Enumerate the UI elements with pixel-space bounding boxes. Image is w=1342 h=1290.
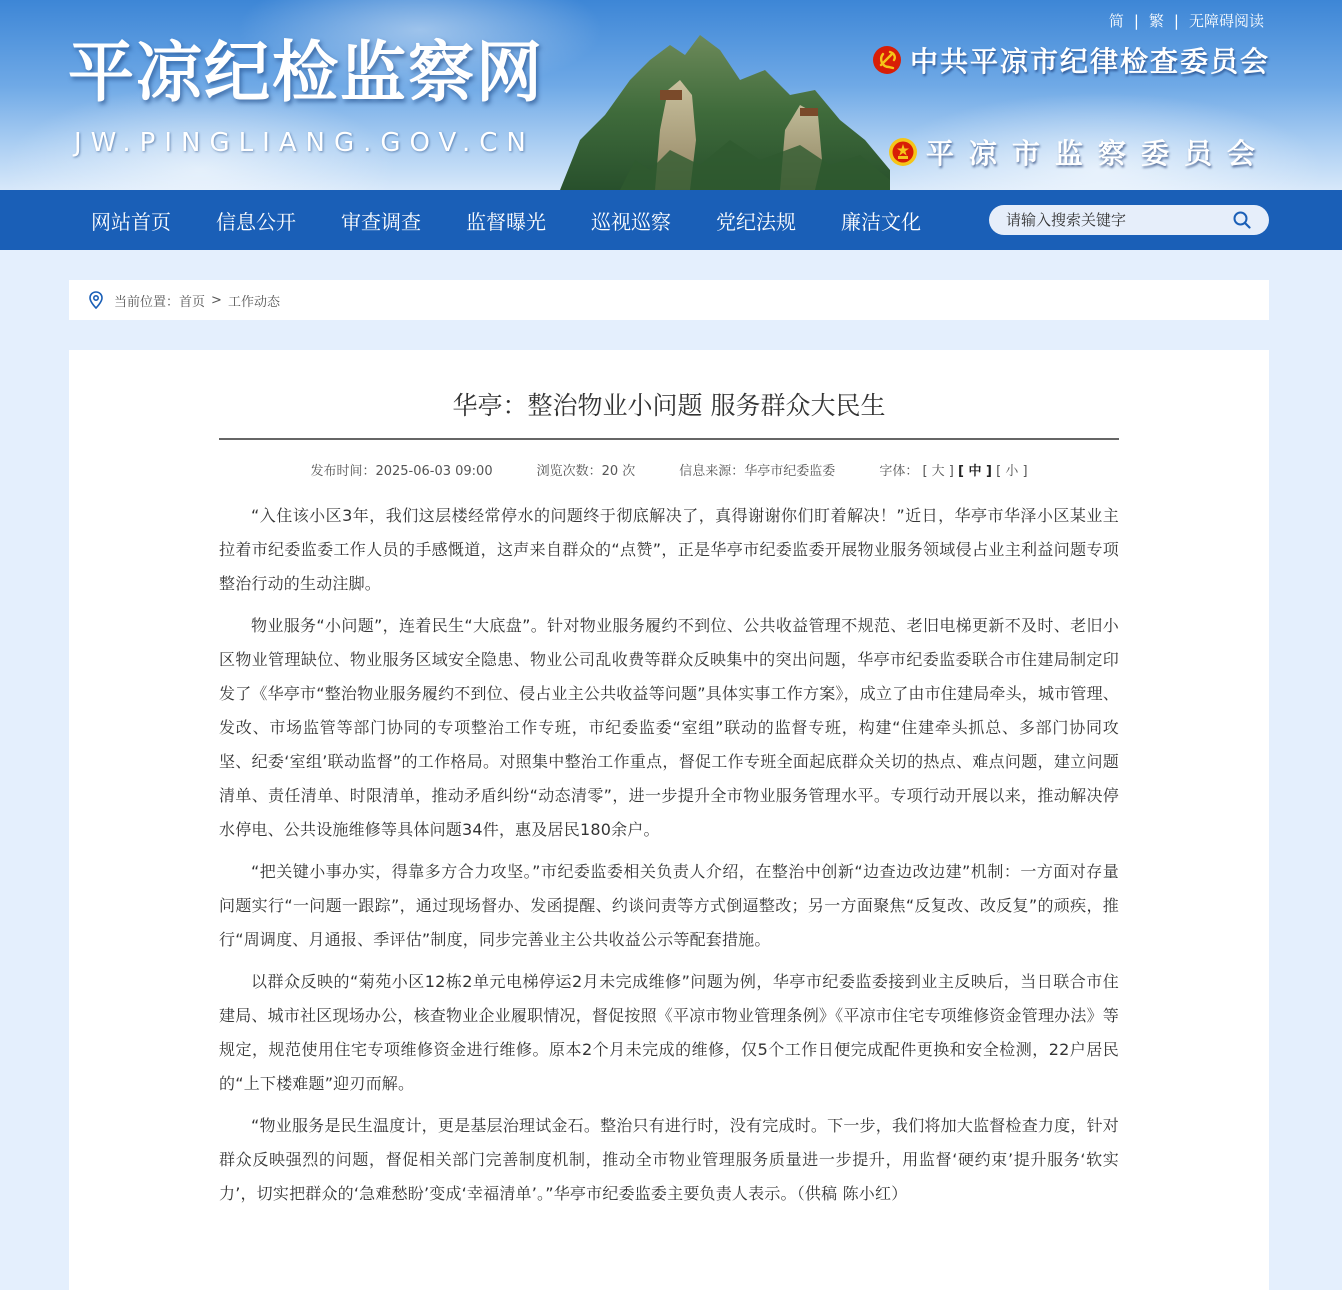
article-paragraph: “把关键小事办实，得靠多方合力攻坚。”市纪委监委相关负责人介绍，在整治中创新“边查边改边建”机制：一方面对存量问题实行“一问题一跟踪”，通过现场督办、发函提醒、约谈问责等方式倒逼整改；另一方面聚焦“反复改、改反复”的顽疾，推行“周调度、月通报、季评估”制度，同步完善业主公共收益公示等配套措施。: [219, 862, 1119, 949]
search-box: [989, 205, 1269, 235]
breadcrumb-current-link[interactable]: 工作动态: [227, 294, 280, 310]
nav-item-party-regulations[interactable]: 党纪法规: [716, 209, 796, 234]
article-paragraph: “物业服务是民生温度计，更是基层治理试金石。整治只有进行时，没有完成时。下一步，我们将加大监督检查力度，针对群众反映强烈的问题，督促相关部门完善制度机制，推动全市物业管理服务质量进一步提升，用监督‘硬约束’提升服务‘软实力’，切实把群众的‘急难愁盼’变成‘幸福清单’。”华亭市纪委监委主要负责人表示。（供稿 陈小红）: [219, 1116, 1119, 1203]
article-title: 华亭：整治物业小问题 服务群众大民生: [452, 391, 886, 420]
article-paragraph: “入住该小区3年，我们这层楼经常停水的问题终于彻底解决了，真得谢谢你们盯着解决！”近日，华亭市华泽小区某业主拉着市纪委监委工作人员的手感慨道，这声来自群众的“点赞”，正是华亭市纪委监委开展物业服务领域侵占业主利益问题专项整治行动的生动注脚。: [219, 506, 1119, 593]
font-size-label: 字体：: [879, 464, 919, 479]
top-links: [1109, 10, 1264, 31]
divider: |: [1173, 11, 1179, 30]
org-party-name: 中共平凉市纪律检查委员会: [909, 45, 1270, 78]
font-medium-button[interactable]: [ 中 ]: [958, 464, 992, 479]
nav-item-info-disclosure[interactable]: 信息公开: [216, 209, 296, 234]
org-supervision-committee: [888, 132, 1270, 172]
site-title: 平凉纪检监察网: [68, 33, 544, 111]
accessibility-link[interactable]: 无障碍阅读: [1188, 12, 1264, 30]
location-pin-icon: [88, 291, 104, 309]
article-container: [69, 350, 1269, 1290]
nav-item-supervision-exposure[interactable]: 监督曝光: [466, 209, 546, 234]
article-content: [219, 499, 1119, 1211]
site-banner: [0, 0, 1342, 190]
font-size-control: [879, 460, 1027, 479]
mountain-scenery-image: [560, 20, 890, 190]
divider: |: [1133, 11, 1139, 30]
party-emblem-icon: [872, 45, 902, 75]
title-divider: [219, 438, 1119, 440]
site-domain: JW.PINGLIANG.GOV.CN: [74, 128, 535, 158]
search-icon[interactable]: [1233, 211, 1251, 229]
article-meta: [219, 460, 1119, 479]
font-large-button[interactable]: [ 大 ]: [922, 464, 954, 479]
font-small-button[interactable]: [ 小 ]: [996, 464, 1028, 479]
article: [219, 350, 1119, 1219]
main-nav: [0, 190, 1342, 250]
info-source: 信息来源：华亭市纪委监委: [679, 464, 836, 479]
view-count: 浏览次数：20 次: [536, 464, 636, 479]
nav-item-integrity-culture[interactable]: 廉洁文化: [841, 209, 921, 234]
traditional-chinese-link[interactable]: 繁: [1148, 12, 1164, 30]
breadcrumb-label: 当前位置：: [114, 294, 180, 310]
org-party-committee: [872, 40, 1270, 80]
publish-time: 发布时间：2025-06-03 09:00: [310, 464, 493, 479]
breadcrumb: [69, 280, 1269, 320]
simplified-chinese-link[interactable]: 简: [1108, 12, 1124, 30]
nav-item-investigation[interactable]: 审查调查: [341, 209, 421, 234]
search-input[interactable]: [1004, 210, 1228, 230]
org-supervision-name: 平凉市监察委员会: [925, 137, 1270, 170]
article-paragraph: 以群众反映的“菊苑小区12栋2单元电梯停运2月未完成维修”问题为例，华亭市纪委监委接到业主反映后，当日联合市住建局、城市社区现场办公，核查物业企业履职情况，督促按照《平凉市物业管理条例》《平凉市住宅专项维修资金管理办法》等规定，规范使用住宅专项维修资金进行维修。原本2个月未完成的维修，仅5个工作日便完成配件更换和安全检测，22户居民的“上下楼难题”迎刃而解。: [219, 972, 1119, 1093]
article-paragraph: 物业服务“小问题”，连着民生“大底盘”。针对物业服务履约不到位、公共收益管理不规范、老旧电梯更新不及时、老旧小区物业管理缺位、物业服务区域安全隐患、物业公司乱收费等群众反映集中的突出问题，华亭市纪委监委联合市住建局制定印发了《华亭市“整治物业服务履约不到位、侵占业主公共收益等问题”具体实事工作方案》，成立了由市住建局牵头，城市管理、发改、市场监管等部门协同的专项整治工作专班，市纪委监委“室组”联动的监督专班，构建“住建牵头抓总、多部门协同攻坚、纪委‘室组’联动监督”的工作格局。对照集中整治工作重点，督促工作专班全面起底群众关切的热点、难点问题，建立问题清单、责任清单、时限清单，推动矛盾纠纷“动态清零”，进一步提升全市物业服务管理水平。专项行动开展以来，推动解决停水停电、公共设施维修等具体问题34件，惠及居民180余户。: [219, 616, 1119, 839]
nav-item-home[interactable]: 网站首页: [91, 209, 171, 234]
breadcrumb-home-link[interactable]: 首页: [179, 294, 206, 310]
national-emblem-icon: [888, 137, 918, 167]
breadcrumb-separator: >: [211, 292, 222, 308]
nav-item-inspection[interactable]: 巡视巡察: [591, 209, 671, 234]
